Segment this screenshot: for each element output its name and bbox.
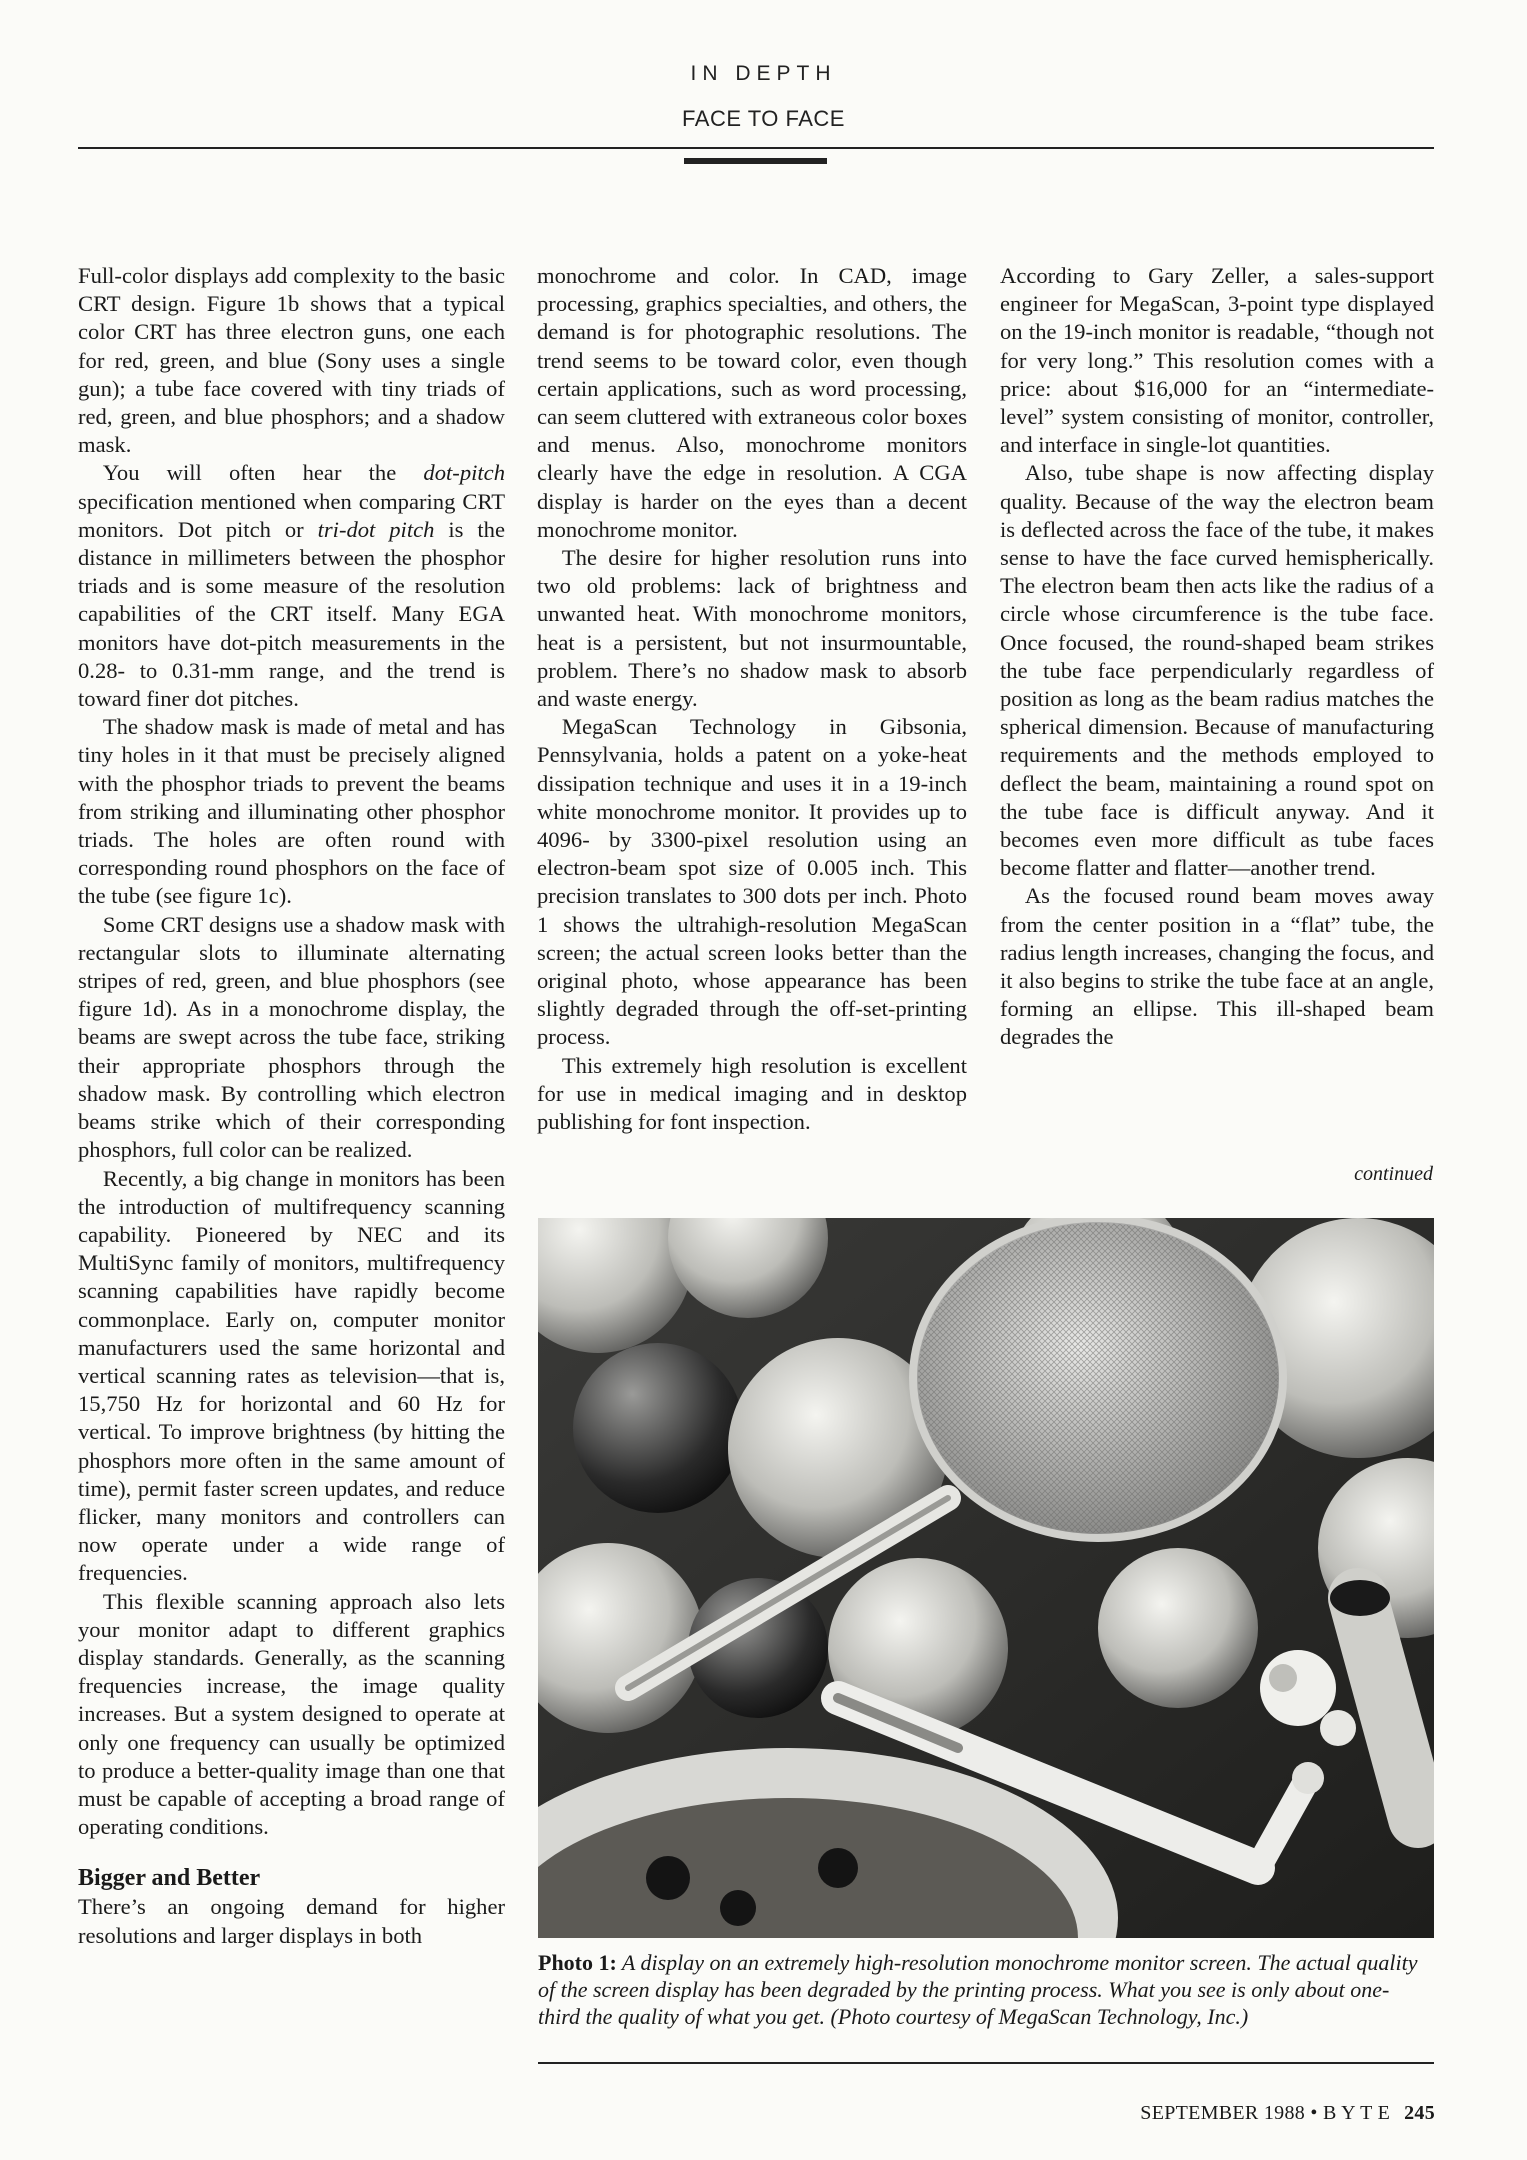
text-run: specification mentioned when comparing CRT monitors. Dot pitch or [78,488,505,542]
subhead: Bigger and Better [78,1865,261,1892]
page-footer [1140,2102,1435,2125]
text-column-1 [78,262,505,1950]
caption-label: Photo 1: [538,1950,617,1975]
paragraph: According to Gary Zeller, a sales-support engineer for MegaScan, 3-point type displayed on the 19-inch monitor is readable, “though not for very long.” This resolution comes with a price: about $16,000 for an “intermediate-level” system consisting of monitor, controller, and interface in single-lot quantities. [1000,263,1434,458]
paragraph: The shadow mask is made of metal and has tiny holes in it that must be precisely aligned with the phosphor triads to prevent the beams from striking and illuminating other phosphor triads. The holes are often round with corresponding round phosphors on the face of the tube (see figure 1c). [78,714,505,909]
paragraph: This flexible scanning approach also lets your monitor adapt to different graphics display standards. Generally, as the scanning frequencies increase, the image quality increases. But a system designed to operate at only one frequency can usually be optimized to produce a better-quality image than one that must be capable of accepting a broad range of operating conditions. [78,1588,505,1840]
paragraph: The desire for higher resolution runs into two old problems: lack of brightness and unwanted heat. With monochrome monitors, heat is a persistent, but not insurmountable, problem. There’s no shadow mask to absorb and waste energy. [537,545,967,712]
term-dot-pitch: dot-pitch [423,460,505,486]
term-tri-dot-pitch: tri-dot pitch [317,516,435,542]
text-run: You will often hear the [102,460,424,486]
running-head-section: IN DEPTH [690,62,837,85]
paragraph [78,459,505,713]
running-head-title: FACE TO FACE [682,106,845,131]
paragraph: monochrome and color. In CAD, image processing, graphics specialties, and others, the demand is for photographic resolutions. The trend seems to be toward color, even though certain applications, such as word processing, can seem cluttered with extraneous color boxes and menus. Also, monochrome monitors clearly have the edge in resolution. A CGA display is harder on the eyes than a decent monochrome monitor. [537,263,967,542]
paragraph: MegaScan Technology in Gibsonia, Pennsylvania, holds a patent on a yoke-heat dissipation technique and uses it in a 19-inch white monochrome monitor. It provides up to 4096- by 3300-pixel resolution using an electron-beam spot size of 0.005 inch. This precision translates to 300 dots per inch. Photo 1 shows the ultrahigh-resolution MegaScan screen; the actual screen looks better than the original photo, whose appearance has been slightly degraded through the off-set-printing process. [537,714,967,1050]
photo-illustration [538,1218,1434,1938]
paragraph: Full-color displays add complexity to the basic CRT design. Figure 1b shows that a typical color CRT has three electron guns, one each for red, green, and blue (Sony uses a single gun); a tube face covered with tiny triads of red, green, and blue phosphors; and a shadow mask. [78,263,505,458]
paragraph: Some CRT designs use a shadow mask with rectangular slots to illuminate alternating stripes of red, green, and blue phosphors (see figure 1d). As in a monochrome display, the beams are swept across the tube face, striking their appropriate phosphors through the shadow mask. By controlling which electron beams strike which of their corresponding phosphors, full color can be realized. [78,911,505,1163]
caption-text: A display on an extremely high-resolution monochrome monitor screen. The actual quality of the screen display has been degraded by the printing process. What you see is only about one-third the quality of what you get. (Photo courtesy of MegaScan Technology, Inc.) [538,1950,1418,2029]
paragraph: There’s an ongoing demand for higher resolutions and larger displays in both [78,1894,505,1948]
page-number: 245 [1404,2102,1435,2124]
caption-rule [538,2062,1434,2064]
text-run: is the distance in millimeters between the phosphor triads and is some measure of the resolution capabilities of the CRT itself. Many EGA monitors have dot-pitch measurements in the 0.28- to 0.31-mm range, and the trend is toward finer dot pitches. [78,516,505,712]
header-rule [78,147,1434,149]
issue-line: SEPTEMBER 1988 • B Y T E [1140,2102,1391,2124]
photo-1 [538,1218,1434,1938]
text-column-2 [537,262,967,1136]
paragraph: Recently, a big change in monitors has been the introduction of multifrequency scanning capability. Pioneered by NEC and its MultiSync family of monitors, multifrequency scanning capabilities have rapidly become commonplace. Early on, computer monitor manufacturers used the same horizontal and vertical scanning rates as television—that is, 15,750 Hz for horizontal and 60 Hz for vertical. To improve brightness (by hitting the phosphors more often in the same amount of time), permit faster screen updates, and reduce flicker, many monitors and controllers can now operate under a wide range of frequencies. [78,1165,505,1586]
paragraph: Also, tube shape is now affecting display quality. Because of the way the electron beam is deflected across the face of the tube, it makes sense to have the face curved hemispherically. The electron beam then acts like the radius of a circle whose circumference is the tube face. Once focused, the round-shaped beam strikes the tube face perpendicularly regardless of position as long as the beam radius matches the spherical dimension. Because of manufacturing requirements and the methods employed to deflect the beam, maintaining a round spot on the tube face is difficult anyway. And it becomes even more difficult as tube faces become flatter and flatter—another trend. [1000,460,1434,881]
paragraph: This extremely high resolution is excellent for use in medical imaging and in desktop publishing for font inspection. [537,1052,967,1135]
paragraph: As the focused round beam moves away from the center position in a “flat” tube, the radius length increases, changing the focus, and it also begins to strike the tube face at an angle, forming an ellipse. This ill-shaped beam degrades the [1000,883,1434,1050]
text-column-3 [1000,262,1434,1052]
header-bar [684,158,827,164]
continued-note: continued [1354,1163,1433,1185]
photo-caption [538,1950,1418,2030]
